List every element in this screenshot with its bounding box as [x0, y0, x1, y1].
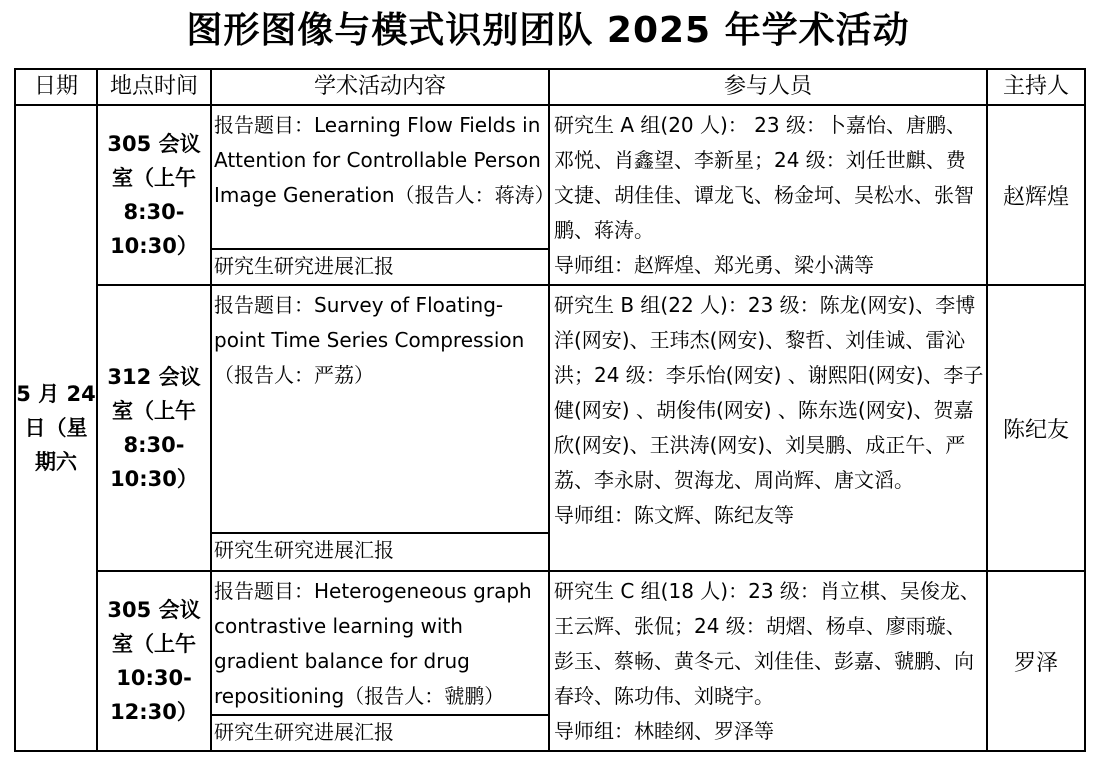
session-row — [15, 105, 1085, 249]
host-cell: 赵辉煌 — [987, 105, 1085, 285]
page-title: 图形图像与模式识别团队 2025 年学术活动 — [186, 10, 910, 51]
activity-table — [14, 68, 1086, 752]
date-cell: 5 月 24 日（星期六 — [15, 105, 97, 751]
report-topic: 报告题目：Learning Flow Fields in Attention for Controllable Person Image Generation（报告人：蒋涛） — [211, 105, 549, 249]
place-time-cell: 305 会议室（上午 10:30-12:30） — [97, 571, 211, 751]
header-host: 主持人 — [987, 69, 1085, 105]
session-row — [15, 285, 1085, 533]
participants-cell — [549, 571, 987, 751]
header-row — [15, 69, 1085, 105]
header-place-time: 地点时间 — [97, 69, 211, 105]
advisor-group: 导师组：林睦纲、罗泽等 — [554, 719, 774, 743]
participants-cell — [549, 105, 987, 285]
report-topic: 报告题目：Survey of Floating-point Time Series Compression（报告人：严荔） — [211, 285, 549, 533]
progress-report: 研究生研究进展汇报 — [211, 249, 549, 285]
report-topic: 报告题目：Heterogeneous graph contrastive learning with gradient balance for drug repositioning（报告人：虢鹏） — [211, 571, 549, 715]
progress-report: 研究生研究进展汇报 — [211, 533, 549, 571]
participants-cell — [549, 285, 987, 571]
header-content: 学术活动内容 — [211, 69, 549, 105]
participants-list: 研究生 A 组(20 人)： 23 级：卜嘉怡、唐鹏、邓悦、肖鑫望、李新星；24 级：刘任世麒、费文捷、胡佳佳、谭龙飞、杨金坷、吴松水、张智鹏、蒋涛。 — [554, 113, 974, 242]
advisor-group: 导师组：赵辉煌、郑光勇、梁小满等 — [554, 253, 874, 277]
place-time-cell: 305 会议室（上午 8:30-10:30） — [97, 105, 211, 285]
advisor-group: 导师组：陈文辉、陈纪友等 — [554, 503, 794, 527]
header-participants: 参与人员 — [549, 69, 987, 105]
progress-report: 研究生研究进展汇报 — [211, 715, 549, 751]
place-time-cell: 312 会议室（上午 8:30-10:30） — [97, 285, 211, 571]
participants-list: 研究生 C 组(18 人)：23 级：肖立棋、吴俊龙、王云辉、张侃；24 级：胡熠、杨卓、廖雨璇、彭玉、蔡畅、黄冬元、刘佳佳、彭嘉、虢鹏、向春玲、陈功伟、刘晓宇。 — [554, 579, 980, 708]
host-cell: 陈纪友 — [987, 285, 1085, 571]
participants-list: 研究生 B 组(22 人)：23 级：陈龙(网安)、李博洋(网安)、王玮杰(网安)、黎哲、刘佳诚、雷沁洪；24 级：李乐怡(网安) 、谢熙阳(网安)、李子健(网安) 、胡俊伟(网安) 、陈东选(网安)、贺嘉欣(网安)、王洪涛(网安)、刘昊鹏、成正午、严荔、李永尉、贺海龙、周尚辉、唐文滔。 — [554, 293, 984, 492]
host-cell: 罗泽 — [987, 571, 1085, 751]
session-row — [15, 571, 1085, 715]
header-date: 日期 — [15, 69, 97, 105]
